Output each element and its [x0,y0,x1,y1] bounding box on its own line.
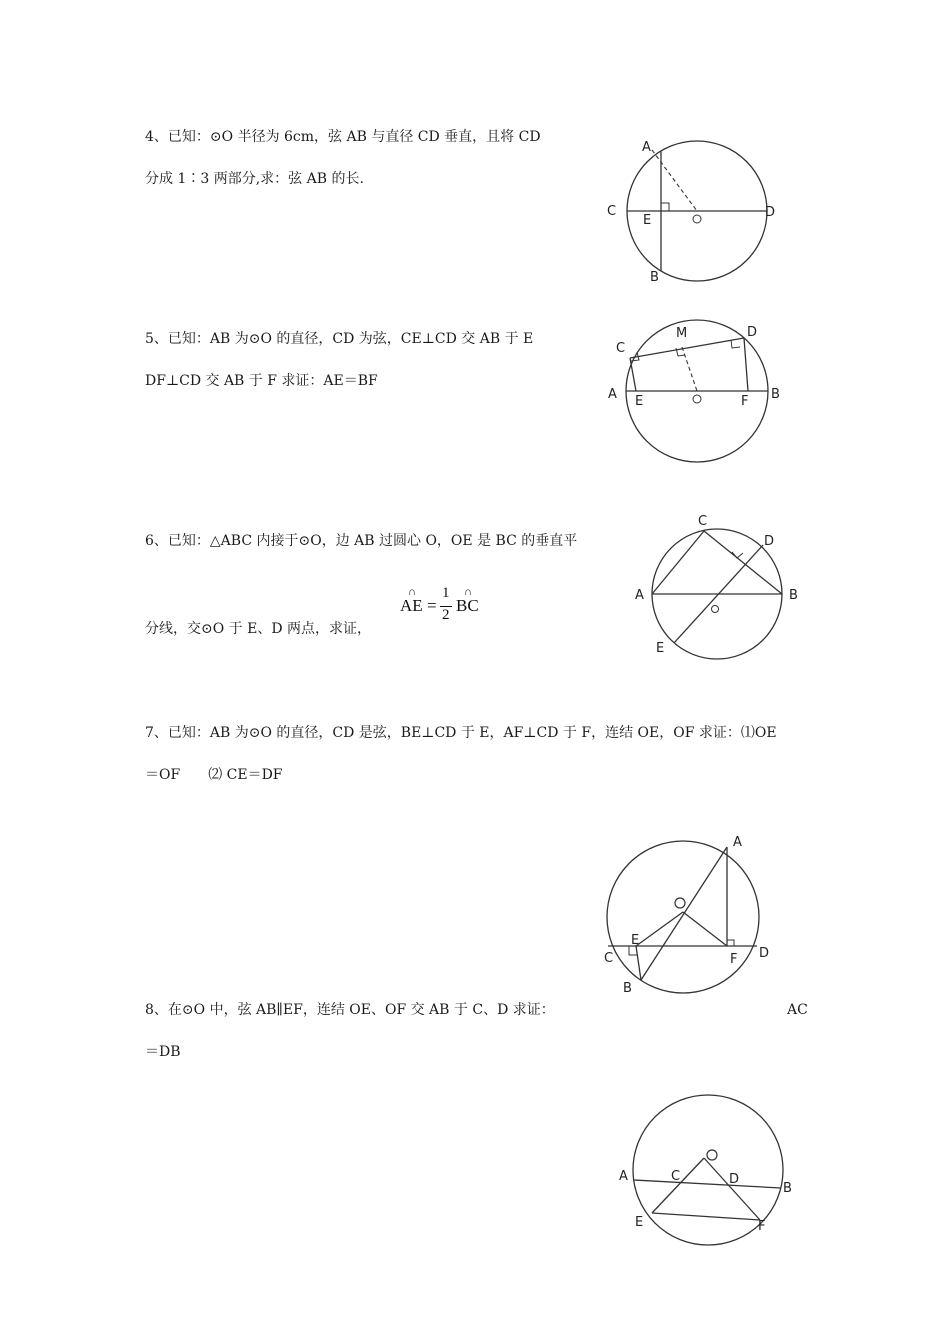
segment-of [704,1158,760,1220]
segment-oe [636,912,683,946]
problem-6-line-1: 6、已知：△ABC 内接于⊙O，边 AB 过圆心 O，OE 是 BC 的垂直平 [145,533,578,549]
label-e: E [656,641,665,656]
label-d: D [764,534,775,549]
label-f: F [741,394,749,409]
label-d: D [765,205,776,220]
arc-mark-ae: ∩ [408,586,416,598]
label-b: B [650,270,659,285]
label-d: D [747,325,758,340]
arc-mark-bc: ∩ [464,586,472,598]
problem-6-figure [630,512,810,664]
label-a: A [635,588,644,603]
problem-5-line-1: 5、已知：AB 为⊙O 的直径，CD 为弦，CE⊥CD 交 AB 于 E [145,331,534,347]
label-a: A [619,1169,628,1184]
segment-df [744,338,748,391]
center-o [675,898,685,908]
segment-oe [652,1158,704,1213]
label-f: F [730,952,738,967]
radius-oa [652,150,697,211]
right-angle-mark-f [727,940,734,946]
label-f: F [758,1219,766,1234]
problem-8-line-2: ＝DB [145,1044,181,1060]
label-b: B [771,387,780,402]
label-c: C [671,1169,681,1184]
center-o [693,215,701,223]
problem-4-figure [598,130,788,290]
problem-7-line-1: 7、已知：AB 为⊙O 的直径，CD 是弦，BE⊥CD 于 E，AF⊥CD 于 F，连结 OE，OF 求证：⑴OE [145,725,777,741]
segment-ce [630,358,636,391]
label-e: E [643,213,652,228]
label-a: A [733,835,742,850]
label-e: E [631,933,640,948]
problem-7-figure [598,832,783,997]
center-o [693,395,701,403]
center-o [707,1150,717,1160]
label-d: D [729,1172,740,1187]
label-c: C [698,514,708,529]
problem-8-figure [612,1090,802,1250]
problem-6-line-2: 分线，交⊙O 于 E、D 两点，求证， [145,621,372,637]
label-c: C [604,951,614,966]
label-b: B [623,981,632,996]
label-d: D [759,946,770,961]
problem-4-line-2: 分成 1∶3 两部分,求：弦 AB 的长. [145,171,364,187]
formula-lhs: AE [400,596,423,615]
label-m: M [676,326,688,341]
center-o [712,606,719,613]
right-angle-mark [661,203,669,211]
problem-8-line-1: 8、在⊙O 中，弦 AB∥EF，连结 OE、OF 交 AB 于 C、D 求证： [145,1002,555,1018]
formula-equals: = [427,596,437,615]
problem-7-line-2: ＝OF ⑵ CE＝DF [145,767,283,783]
segment-be [636,946,641,980]
label-a: A [608,387,617,402]
chord-ef [652,1213,760,1220]
problem-8-line-1-right: AC [787,1002,808,1018]
problem-5-line-2: DF⊥CD 交 AB 于 F 求证：AE＝BF [145,373,378,389]
label-c: C [607,204,617,219]
segment-of [683,912,727,946]
problem-5-figure [602,318,792,468]
formula-rhs: BC [456,596,479,615]
label-b: B [789,588,798,603]
problem-4-line-1: 4、已知：⊙O 半径为 6cm，弦 AB 与直径 CD 垂直，且将 CD [145,129,541,145]
formula-denominator: 2 [442,607,450,623]
label-b: B [783,1181,792,1196]
label-a: A [642,140,651,155]
chord-ab [634,1180,781,1188]
formula-numerator: 1 [442,585,450,601]
circle [607,841,759,993]
label-e: E [635,1215,644,1230]
label-e: E [635,394,644,409]
label-c: C [616,341,626,356]
right-angle-mark-d [731,340,740,348]
segment-om [682,347,697,391]
